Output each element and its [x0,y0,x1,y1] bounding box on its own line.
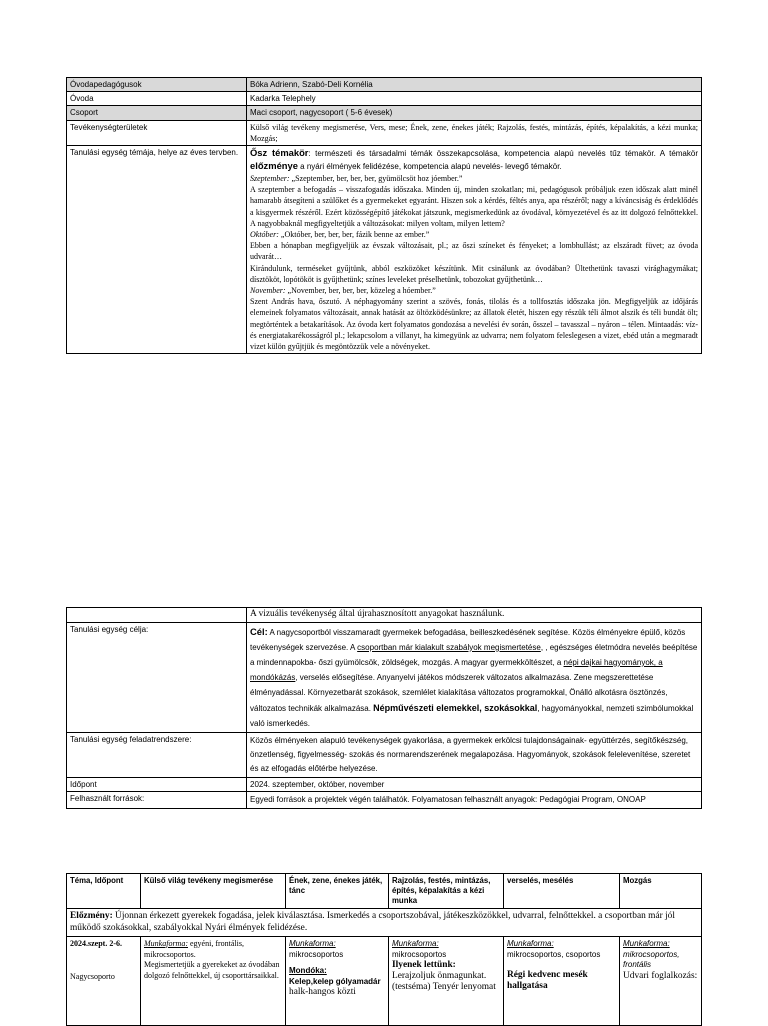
month-heading [250,229,698,240]
theme-bold: előzménye [250,160,298,172]
row-label: Óvodapedagógusok [67,78,247,92]
row-value: Közös élményeken alapuló tevékenységek gyakorlása, a gyermekek erkölcsi tulajdonságainak- együttérzés, segítőkészség, önzetlenség, figyelmesség- szokás és normarendszerének megalapozása. Hagyományok, szokások felelevenítése, szeretet és az elfogadás előtérbe helyezése. [247,732,702,777]
cell [620,937,702,1026]
cell-text: Lerajzoljuk önmagunkat. (testséma) Tenyér lenyomat [392,971,496,992]
header-row [67,874,702,909]
intro-row [67,909,702,937]
theme-intro [250,147,698,173]
cell [504,937,620,1026]
row-value: Maci csoport, nagycsoport ( 5-6 évesek) [247,106,702,120]
month-quote: „Szeptember, ber, ber, ber, gyümölcsöt hoz jóember.” [289,174,463,184]
form-value: mikrocsoportos [289,949,344,959]
month-text: Ebben a hónapban megfigyeljük az évszak változásait, pl.; az őszi színeket és fényeket; a lombhullást; az elszáradt füvet; az óvoda udvarát… [250,241,698,262]
form-label: Munkaforma: [144,939,188,948]
month-quote: „Október, ber, ber, ber, fázik benne az ember.” [278,230,430,240]
table-row [67,732,702,777]
month-heading [250,173,698,184]
form-value: mikrocsoportos, frontális [623,949,680,969]
table-row [67,92,702,106]
form-label: Munkaforma: [623,939,670,948]
cell-bold: Mondóka: [289,966,327,975]
table-row [67,622,702,732]
month-text: A szeptember a befogadás – visszafogadás időszaka. Minden új, minden szokatlan; mi, pedagógusok próbáljuk ezen időszak alatt minél hamarabb átsegíteni a szülőket és a gyermekeket egyaránt. Hiszen sok a kérdés, féltés anya, apa részéről; nagy a kíváncsiság és érdeklődés a kisgyermek részéről. Ezért közösségépítő játékokat játszunk, megismerkedünk az óvodával, környezetével és az itt dolgozó felnőttekkel. A nagyobbaknál megfigyeltetjük a változásokat: milyen voltam, milyen lettem? [250,185,698,228]
row-label [67,608,247,623]
table-row [67,937,702,1026]
theme-text: a nyári élmények felidézése, kompetencia alapú nevelés- levegő témakör. [297,162,562,172]
row-value: Külső világ tevékeny megismerése, Vers, mese; Ének, zene, énekes játék; Rajzolás, festés, mintázás, építés, képalakítás, a kézi munka; Mozgás; [247,120,702,145]
row-label: Időpont [67,777,247,791]
goal-bold: Népművészeti elemekkel, szokásokkal [373,702,538,713]
table-row [67,777,702,791]
goal-text: , hagyományokkal, nemzeti szimbólumokkal való ismerkedés. [250,703,694,728]
date: 2024.szept. 2-6. [70,939,122,948]
cell-bold: Kelep,kelep gólyamadár [289,976,381,986]
goal-text: , , egészséges életmódra nevelés beépítése a mindennapokba- őszi gyümölcsök, zöldségek, mozgás. A magyar gyermekköltészet, a [250,642,698,667]
goal-underlined: csoportban már kialakult szabályok megismertetése [357,642,541,652]
row-value: Bóka Adrienn, Szabó-Deli Kornélia [247,78,702,92]
goals-table [66,607,702,809]
column-header: verselés, mesélés [504,874,620,909]
row-value: Egyedi források a projektek végén találhatók. Folyamatosan felhasznált anyagok: Pedagógiai Program, ONOAP [247,792,702,809]
row-label: Tanulási egység célja: [67,622,247,732]
theme-bold: Ősz témakör [250,147,309,159]
column-header: Ének, zene, énekes játék, tánc [286,874,389,909]
table-row [67,608,702,623]
table-row [67,120,702,145]
row-label: Óvoda [67,92,247,106]
cell-text: Udvari foglalkozás: [623,970,698,981]
month-quote: „November, ber, ber, ber, közeleg a hóember.” [285,286,436,296]
month-text: Kirándulunk, terméseket gyűjtünk, abból eszközöket készítünk. Mit csinálunk az óvodában? Ültethetünk tavaszi virághagymákat; dísztököt, lopótököt is gyűjthetünk; színes leveleket préselhetünk, tobozokat gyűjthetünk… [250,263,698,284]
form-value: mikrocsoportos, csoportos [507,949,601,959]
cell-bold: Ilyenek lettünk: [392,960,456,970]
cell [389,937,504,1026]
table-row [67,78,702,92]
cell [286,937,389,1026]
info-table [66,77,702,354]
cell-bold: Régi kedvenc mesék hallgatása [507,970,588,991]
table-row [67,792,702,809]
theme-cell [247,146,702,354]
column-header: Téma, Időpont [67,874,141,909]
column-header: Külső világ tevékeny megismerése [141,874,286,909]
month-name: Szeptember: [250,174,290,184]
row-label: Csoport [67,106,247,120]
row-value: 2024. szeptember, október, november [247,777,702,791]
table-row [67,146,702,354]
goal-text: A nagycsoportból visszamaradt gyermekek befogadása, beilleszkedésének segítése. Közös élményekre épülő, közös tevékenységek szervezése. A [250,627,686,652]
cell-text: halk-hangos közti [289,987,356,997]
cell [141,937,286,1026]
form-label: Munkaforma: [507,939,554,948]
month-name: November: [250,286,286,296]
form-value: mikrocsoportos [392,949,447,959]
column-header: Mozgás [620,874,702,909]
goal-cell [247,622,702,732]
table-row [67,106,702,120]
intro-text: Újonnan érkezett gyerekek fogadása, jelek kiválasztása. Ismerkedés a csoportszobával, játékeszközökkel, udvarral, felnőttekkel. a csoportban már jól működő szokásokkal, szabályokkal Nyári élmények felidézése. [70,911,675,933]
row-label: Felhasznált források: [67,792,247,809]
row-value: Kadarka Telephely [247,92,702,106]
form-label: Munkaforma: [392,939,439,948]
group-name: Nagycsoporto [70,971,115,981]
goal-underlined: népi dajkai hagyományok, a mondókázás [250,657,663,683]
date-cell [67,937,141,1026]
month-name: Október: [250,230,279,240]
row-label: Tanulási egység témája, helye az éves tervben. [67,146,247,354]
goal-text: , verselés elősegítése. Anyanyelvi játékos módszerek változatos alkalmazása. Zene megszerettetése élményadással. Környezetbarát szokások, szemlélet kialakítása változatos programokkal, Önálló alkotásra ösztönzés, változatos technikák alkalmazása. [250,673,668,713]
intro-cell [67,909,702,937]
form-label: Munkaforma: [289,939,336,948]
month-text: Szent András hava, őszutó. A néphagyomány szerint a szövés, fonás, tilolás és a tollfosztás időszaka jön. Megfigyeljük az időjárás elemeinek folyamatos változásait, annak hatását az öltözködésünkre; az állatok életét, hiszen egy részük téli álmot alszik és téli bundát ölt; megtörténtek a betakarítások. Az óvoda kert folyamatos gondozása a nevelési év során, ősszel – tavasszal – nyáron – télen. Mintaadás: víz-és energiatakarékosságról pl.; lekapcsolom a villanyt, ha kimegyünk az udvarra; nem folyatom feleslegesen a vizet, ebéd után a megmaradt vizet külön gyűjtjük és megöntözzük vele a növényeket. [250,297,698,352]
column-header: Rajzolás, festés, mintázás, építés, képalakítás a kézi munka [389,874,504,909]
month-heading [250,285,698,296]
goal-title: Cél: [250,625,268,637]
row-label: Tevékenységterületek [67,120,247,145]
intro-title: Előzmény: [70,911,113,921]
theme-text: : természeti és társadalmi témák összekapcsolása, kompetencia alapú nevelés tűz témakör. A témakör [308,149,698,159]
row-value: A vizuális tevékenység által újrahasznosított anyagokat használunk. [247,608,702,623]
schedule-table [66,873,702,1026]
cell-text: Megismertetjük a gyerekeket az óvodában dolgozó felnőttekkel, új csoporttársaikkal. [144,960,280,980]
form-value: egyéni, frontális, mikrocsoportos. [144,939,244,959]
row-label: Tanulási egység feladatrendszere: [67,732,247,777]
